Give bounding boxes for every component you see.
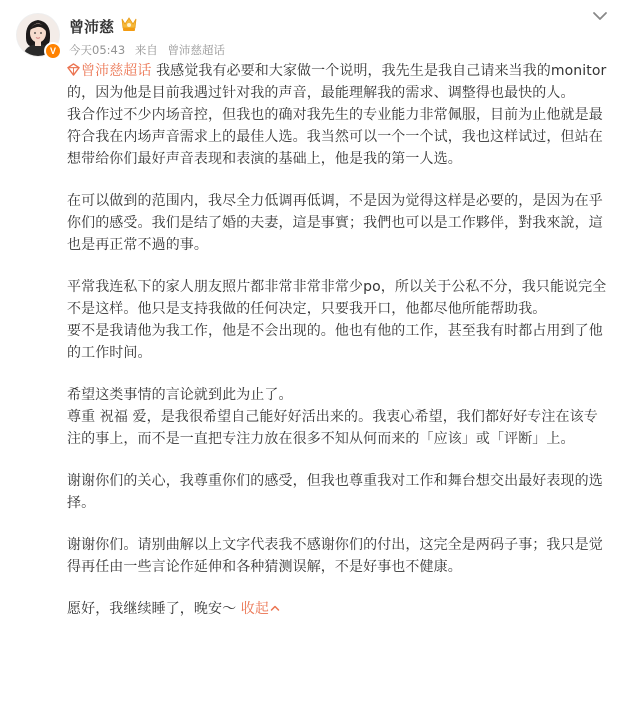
- text-line: 在可以做到的范围内，我尽全力低调再低调，不是因为觉得这样是必要的，是因为在乎: [67, 193, 603, 209]
- paragraph: [67, 470, 612, 514]
- text-line: 谢谢你们。请别曲解以上文字代表我不感谢你们的付出，这完全是两码子事；我只是觉: [67, 537, 603, 553]
- fan-level-icon[interactable]: [119, 15, 139, 33]
- post-content: [67, 60, 612, 640]
- collapse-button[interactable]: [241, 601, 280, 617]
- paragraph: [67, 598, 612, 620]
- paragraph: [67, 190, 612, 256]
- text-line: [67, 598, 612, 620]
- text-line: 想带给你们最好声音表现和表演的基础上，他是我的第一人选。: [67, 151, 462, 167]
- text-line: 谢谢你们的关心，我尊重你们的感受，但我也尊重我对工作和舞台想交出最好表现的选: [67, 473, 603, 489]
- text-line: 要不是我请他为我工作，他是不会出现的。他也有他的工作，甚至我有时都占用到了他: [67, 323, 603, 339]
- paragraph: [67, 276, 612, 364]
- paragraph: [67, 60, 612, 170]
- collapse-label: 收起: [240, 601, 269, 617]
- post-meta: [69, 42, 231, 58]
- author-name[interactable]: 曾沛慈: [69, 18, 115, 36]
- text-line: 希望这类事情的言论就到此为止了。: [67, 387, 293, 403]
- text-line: 的工作时间。: [67, 345, 152, 361]
- post-time[interactable]: 今天05:43: [69, 43, 126, 57]
- super-topic-label: 曾沛慈超话: [81, 63, 152, 79]
- paragraph: [67, 384, 612, 450]
- source-link[interactable]: 曾沛慈超话: [167, 43, 225, 57]
- text-line: 尊重 祝福 爱，是我很希望自己能好好活出来的。我衷心希望，我们都好好专注在该专: [67, 409, 598, 425]
- text-line: 我合作过不少内场音控，但我也的确对我先生的专业能力非常佩服，目前为止他就是最: [67, 107, 603, 123]
- text-line: 你们的感受。我们是结了婚的夫妻，這是事實；我們也可以是工作夥伴，對我來說，這: [67, 215, 603, 231]
- text-line: 注的事上，而不是一直把专注力放在很多不知从何而来的「应该」或「评断」上。: [67, 431, 575, 447]
- chevron-down-icon[interactable]: [591, 7, 609, 25]
- text-line: 不是这样。他只是支持我做的任何决定，只要我开口，他都尽他所能帮助我。: [67, 301, 547, 317]
- chevron-up-icon: [270, 603, 280, 613]
- super-topic-link[interactable]: [67, 63, 152, 79]
- source-prefix: 来自: [134, 43, 158, 57]
- text-run: 我感觉我有必要和大家做一个说明，我先生是我自己请来当我的monitor: [156, 63, 607, 79]
- last-text-run: 愿好，我继续睡了，晚安～: [67, 601, 237, 617]
- text-line: 平常我连私下的家人朋友照片都非常非常非常少po，所以关于公私不分，我只能说完全: [67, 279, 607, 295]
- text-line: 也是再正常不過的事。: [67, 237, 208, 253]
- super-topic-icon: [67, 63, 80, 76]
- text-line: 择。: [67, 495, 96, 511]
- text-line: [67, 60, 612, 82]
- text-line: 的，因为他是目前我遇过针对我的声音，最能理解我的需求、调整得也最快的人。: [67, 85, 575, 101]
- text-line: 符合我在内场声音需求上的最佳人选。我当然可以一个一个试，我也这样试过，但站在: [67, 129, 603, 145]
- verified-badge-icon: V: [44, 42, 62, 60]
- paragraph: [67, 534, 612, 578]
- text-line: 得再任由一些言论作延伸和各种猜测误解，不是好事也不健康。: [67, 559, 462, 575]
